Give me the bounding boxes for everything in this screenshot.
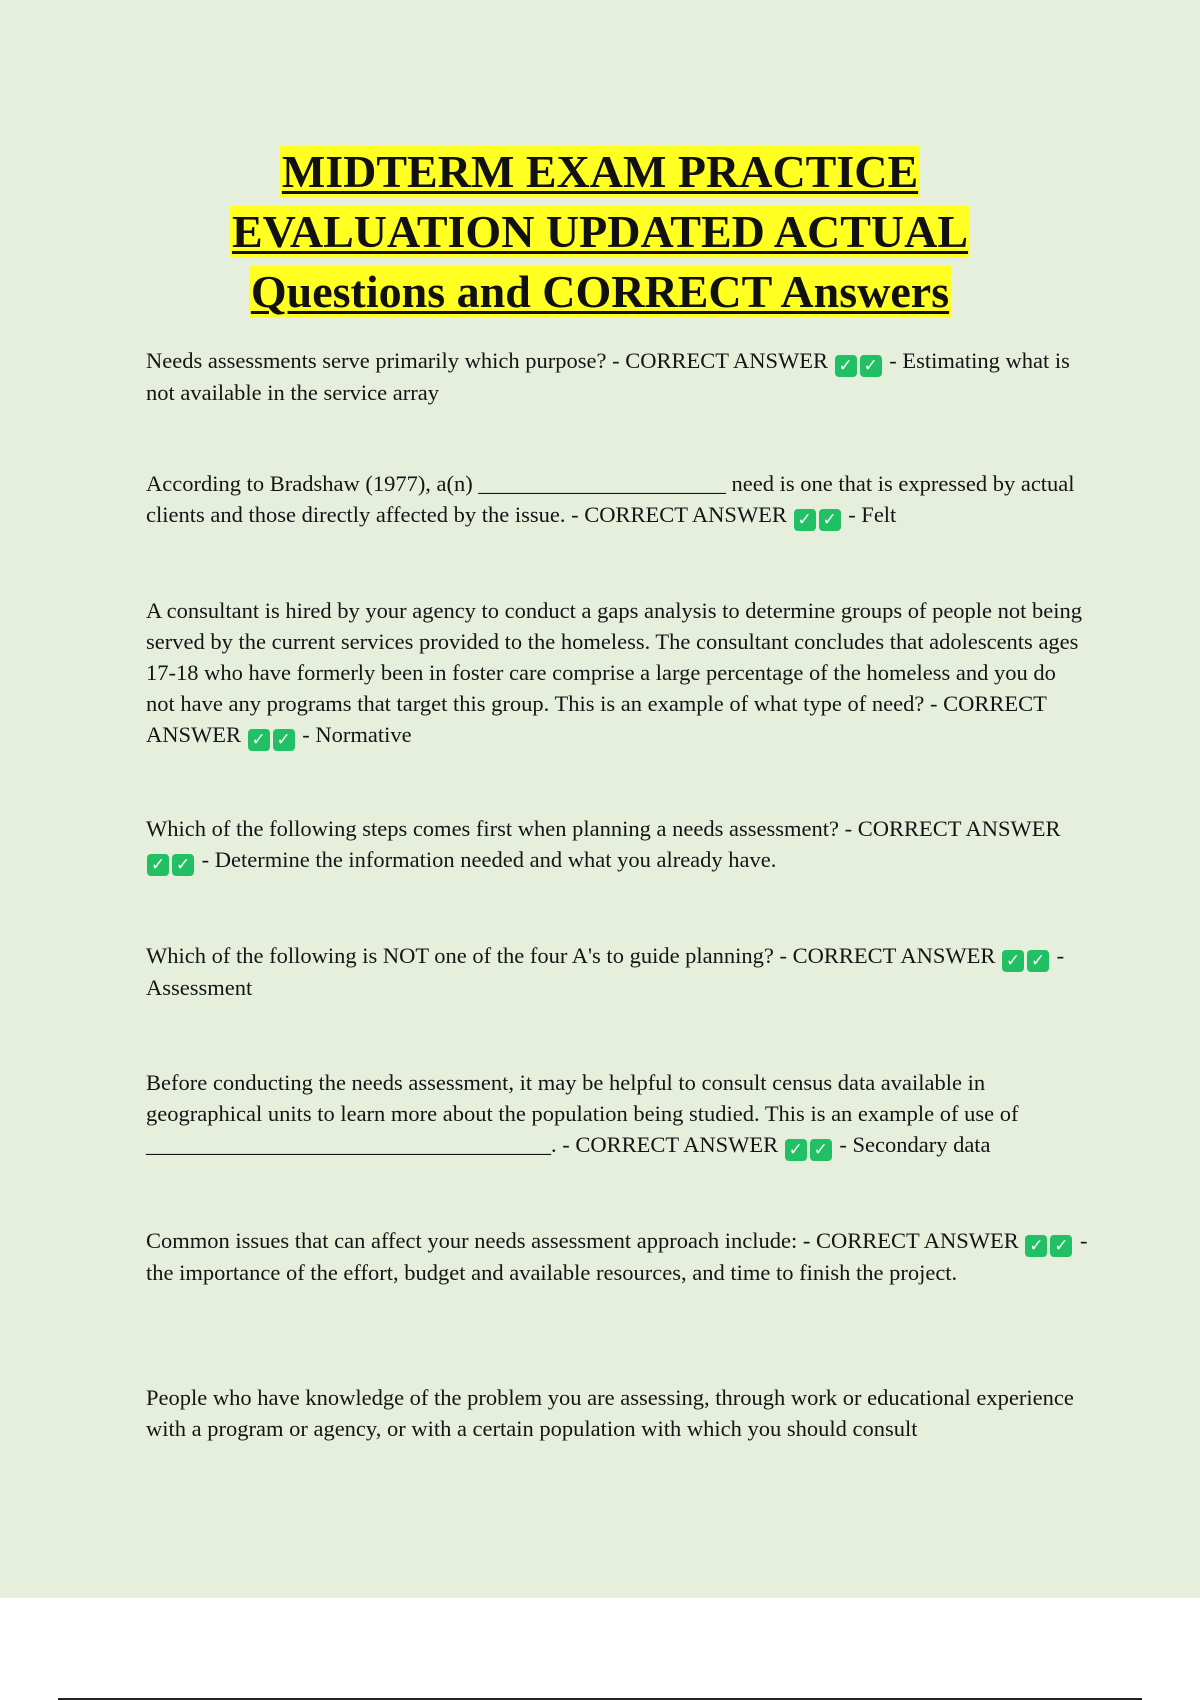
- answer-text: - Normative: [302, 722, 412, 747]
- qa-item-7: [146, 1225, 1088, 1288]
- qa-item-3: [146, 595, 1088, 751]
- question-text: Needs assessments serve primarily which purpose? - CORRECT ANSWER: [146, 348, 828, 373]
- answer-text: - Assessment: [146, 943, 1065, 1000]
- check-box-icon: ✓: [819, 509, 841, 531]
- qa-item-4: [146, 813, 1088, 876]
- answer-text: - Estimating what is not available in the service array: [146, 348, 1070, 405]
- check-box-icon: ✓: [1025, 1235, 1047, 1257]
- question-text: Before conducting the needs assessment, it may be helpful to consult census data available in geographical units to learn more about the population being studied. This is an example of use of ____________________________________. - CORRECT ANSWER: [146, 1070, 1019, 1157]
- check-box-icon: ✓: [810, 1139, 832, 1161]
- check-box-icon: ✓: [1027, 950, 1049, 972]
- check-box-icon: ✓: [1002, 950, 1024, 972]
- question-text: Which of the following steps comes first when planning a needs assessment? - CORRECT ANSWER: [146, 816, 1061, 841]
- qa-item-6: [146, 1067, 1088, 1161]
- title-line-2: EVALUATION UPDATED ACTUAL: [231, 206, 969, 257]
- answer-text: - Secondary data: [839, 1132, 991, 1157]
- check-box-icon: ✓: [785, 1139, 807, 1161]
- check-box-icon: ✓: [835, 355, 857, 377]
- answer-text: - Determine the information needed and what you already have.: [201, 847, 777, 872]
- question-text: According to Bradshaw (1977), a(n) ______________________ need is one that is expressed by actual clients and those directly affected by the issue. - CORRECT ANSWER: [146, 471, 1075, 527]
- check-box-icon: ✓: [860, 355, 882, 377]
- answer-text: - Felt: [848, 502, 897, 527]
- qa-item-1: [146, 345, 1088, 408]
- question-text: People who have knowledge of the problem you are assessing, through work or educational experience with a program or agency, or with a certain population with which you should consult: [146, 1385, 1074, 1441]
- qa-item-8: [146, 1382, 1088, 1444]
- check-box-icon: ✓: [1050, 1235, 1072, 1257]
- answer-text: - the importance of the effort, budget and available resources, and time to finish the project.: [146, 1228, 1088, 1285]
- check-box-icon: ✓: [147, 854, 169, 876]
- check-box-icon: ✓: [794, 509, 816, 531]
- check-box-icon: ✓: [248, 729, 270, 751]
- qa-item-5: [146, 940, 1088, 1003]
- question-text: A consultant is hired by your agency to conduct a gaps analysis to determine groups of people not being served by the current services provided to the homeless. The consultant concludes that adolescents ages 17-18 who have formerly been in foster care comprise a large percentage of the homeless and you do not have any programs that target this group. This is an example of what type of need? - CORRECT ANSWER: [146, 598, 1083, 747]
- qa-item-2: [146, 468, 1088, 531]
- document-title: [0, 142, 1200, 322]
- check-box-icon: ✓: [172, 854, 194, 876]
- question-text: Which of the following is NOT one of the four A's to guide planning? - CORRECT ANSWER: [146, 943, 996, 968]
- check-box-icon: ✓: [273, 729, 295, 751]
- question-text: Common issues that can affect your needs assessment approach include: - CORRECT ANSWER: [146, 1228, 1019, 1253]
- title-line-3: Questions and CORRECT Answers: [250, 266, 950, 317]
- title-line-1: MIDTERM EXAM PRACTICE: [281, 146, 919, 197]
